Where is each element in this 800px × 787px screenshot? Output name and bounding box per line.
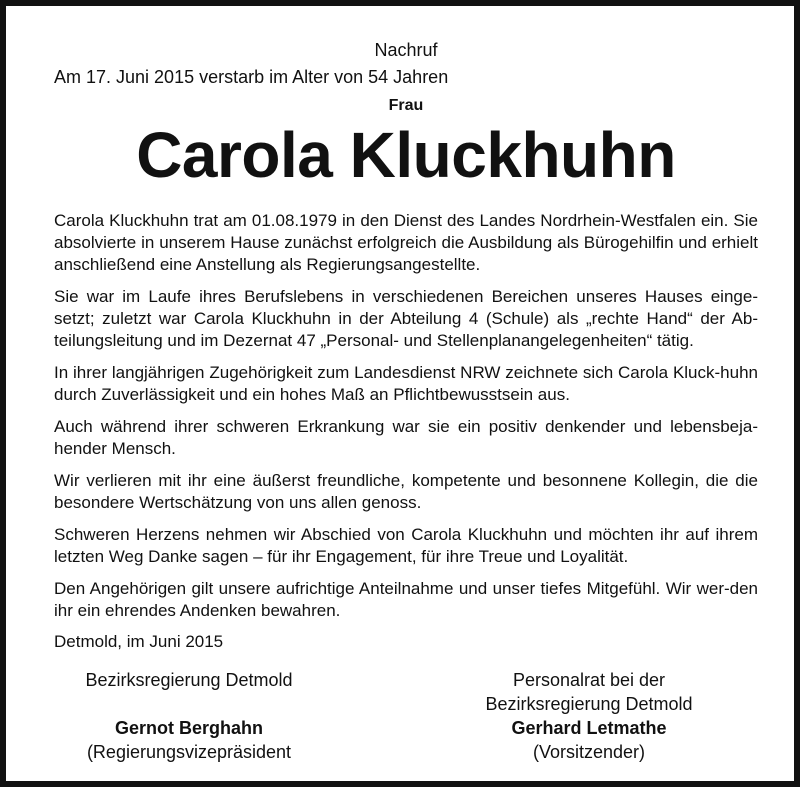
- place-date-line: Detmold, im Juni 2015: [54, 632, 224, 651]
- right-signature-block: [424, 668, 754, 764]
- salutation: Frau: [388, 97, 424, 114]
- right-organization-line-2: Bezirksregierung Detmold: [485, 694, 693, 714]
- death-announcement: Am 17. Juni 2015 verstarb im Alter von 54 Jahren: [54, 67, 449, 87]
- paragraph-career-roles: Sie war im Laufe ihres Berufslebens in verschiedenen Bereichen unseres Hauses einge-setzt; zuletzt war Carola Kluckhuhn in der Abteilung 4 (Schule) als „rechte Hand“ der Ab-teilungsleitung und im Dezernat 47 „Personal- und Stellenplanangelegenheiten“ tätig.: [54, 287, 758, 350]
- paragraph-career-start: Carola Kluckhuhn trat am 01.08.1979 in den Dienst des Landes Nordrhein-Westfalen ein. Sie absolvierte in unserem Hause zunächst erfolgreich die Ausbildung als Bürogehilfin und erhielt anschließend eine Anstellung als Regierungsangestellte.: [54, 211, 758, 274]
- right-signatory-role: (Vorsitzender): [532, 742, 646, 762]
- deceased-name: Carola Kluckhuhn: [136, 119, 676, 191]
- notice-heading: Nachruf: [374, 40, 438, 60]
- paragraph-illness: Auch während ihrer schweren Erkrankung war sie ein positiv denkender und lebensbeja-hender Mensch.: [54, 417, 758, 458]
- paragraph-character: In ihrer langjährigen Zugehörigkeit zum Landesdienst NRW zeichnete sich Carola Kluck-huhn durch Zuverlässigkeit und ein hohes Maß an Pflichtbewusstsein aus.: [54, 363, 758, 404]
- paragraph-colleague: Wir verlieren mit ihr eine äußerst freundliche, kompetente und besonnene Kollegin, die die besondere Wertschätzung von uns allen genoss.: [54, 471, 758, 512]
- left-signature-block: [24, 668, 354, 764]
- obituary-body: [54, 210, 758, 632]
- paragraph-condolence: Den Angehörigen gilt unsere aufrichtige Anteilnahme und unser tiefes Mitgefühl. Wir wer-den ihr ein ehrendes Andenken bewahren.: [54, 579, 758, 620]
- right-organization-line-1: Personalrat bei der: [512, 670, 666, 690]
- left-signature-spacer: [24, 692, 354, 716]
- left-signatory-role: (Regierungsvizepräsident: [86, 742, 292, 762]
- paragraph-farewell: Schweren Herzens nehmen wir Abschied von Carola Kluckhuhn und möchten ihr auf ihrem letzten Weg Danke sagen – für ihr Engagement, für ihre Treue und Loyalität.: [54, 525, 758, 566]
- left-signatory-name: Gernot Berghahn: [114, 718, 263, 738]
- left-organization: Bezirksregierung Detmold: [85, 670, 293, 690]
- right-signatory-name: Gerhard Letmathe: [511, 718, 667, 738]
